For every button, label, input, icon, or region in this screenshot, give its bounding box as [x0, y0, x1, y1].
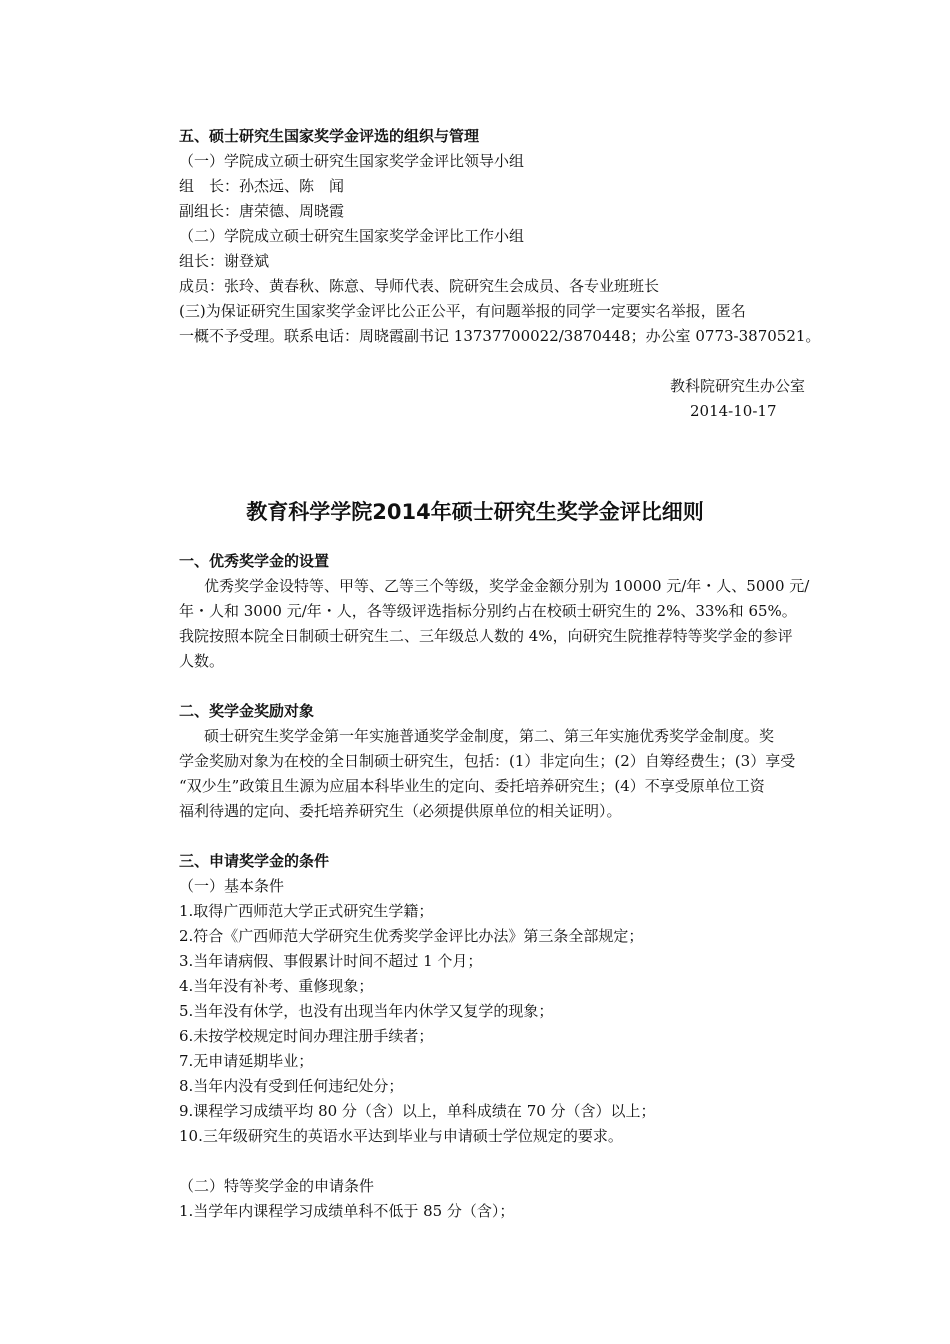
list-item: 10.三年级研究生的英语水平达到毕业与申请硕士学位规定的要求。	[179, 1127, 623, 1145]
section5-members: 成员：张玲、黄春秋、陈意、导师代表、院研究生会成员、各专业班班长	[179, 277, 660, 295]
list-item: 9.课程学习成绩平均 80 分（含）以上，单科成绩在 70 分（含）以上；	[179, 1102, 656, 1120]
special-conditions-heading: （二）特等奖学金的申请条件	[179, 1177, 375, 1195]
paragraph-line: 我院按照本院全日制硕士研究生二、三年级总人数的 4%，向研究生院推荐特等奖学金的参评	[179, 627, 793, 645]
section5-deputy: 副组长：唐荣德、周晓霞	[179, 202, 345, 220]
part2-heading: 二、奖学金奖励对象	[179, 702, 315, 720]
signature-office: 教科院研究生办公室	[669, 377, 805, 395]
paragraph-line: 福利待遇的定向、委托培养研究生（必须提供原单位的相关证明）。	[179, 802, 622, 820]
section5-leader: 组 长：孙杰远、陈 闻	[179, 177, 345, 195]
list-item: 3.当年请病假、事假累计时间不超过 1 个月；	[179, 952, 483, 970]
section5-sub1: （一）学院成立硕士研究生国家奖学金评比领导小组	[179, 152, 525, 170]
section5-sub3-line2: 一概不予受理。联系电话：周晓霞副书记 13737700022/3870448；办公室 0773-3870521。	[179, 327, 821, 345]
list-item: 1.取得广西师范大学正式研究生学籍；	[179, 902, 434, 920]
part3-heading: 三、申请奖学金的条件	[179, 852, 330, 870]
basic-conditions-heading: （一）基本条件	[179, 877, 285, 895]
section5-sub3-line1: (三)为保证研究生国家奖学金评比公正公平，有问题举报的同学一定要实名举报，匿名	[179, 302, 746, 320]
list-item: 4.当年没有补考、重修现象；	[179, 977, 374, 995]
section5-sub2: （二）学院成立硕士研究生国家奖学金评比工作小组	[179, 227, 525, 245]
section5-heading: 五、硕士研究生国家奖学金评选的组织与管理	[179, 127, 480, 145]
paragraph-line: 优秀奖学金设特等、甲等、乙等三个等级，奖学金金额分别为 10000 元/年・人、5000 元/	[204, 577, 810, 595]
list-item: 1.当学年内课程学习成绩单科不低于 85 分（含）；	[179, 1202, 515, 1220]
list-item: 7.无申请延期毕业；	[179, 1052, 314, 1070]
signature-date: 2014-10-17	[690, 402, 777, 420]
paragraph-line: “双少生”政策且生源为应届本科毕业生的定向、委托培养研究生；(4）不享受原单位工资	[179, 777, 765, 795]
paragraph-line: 学金奖励对象为在校的全日制硕士研究生，包括：(1）非定向生；(2）自筹经费生；(3）享受	[179, 752, 796, 770]
paragraph-line: 硕士研究生奖学金第一年实施普通奖学金制度，第二、第三年实施优秀奖学金制度。奖	[204, 727, 775, 745]
part1-heading: 一、优秀奖学金的设置	[179, 552, 330, 570]
list-item: 2.符合《广西师范大学研究生优秀奖学金评比办法》第三条全部规定；	[179, 927, 644, 945]
paragraph-line: 年・人和 3000 元/年・人，各等级评选指标分别约占在校硕士研究生的 2%、33%和 65%。	[179, 602, 797, 620]
list-item: 8.当年内没有受到任何违纪处分；	[179, 1077, 404, 1095]
list-item: 5.当年没有休学，也没有出现当年内休学又复学的现象；	[179, 1002, 554, 1020]
list-item: 6.未按学校规定时间办理注册手续者；	[179, 1027, 434, 1045]
document-title: 教育科学学院2014年硕士研究生奖学金评比细则	[246, 500, 704, 524]
section5-work-leader: 组长：谢登斌	[179, 252, 270, 270]
paragraph-line: 人数。	[179, 652, 225, 670]
